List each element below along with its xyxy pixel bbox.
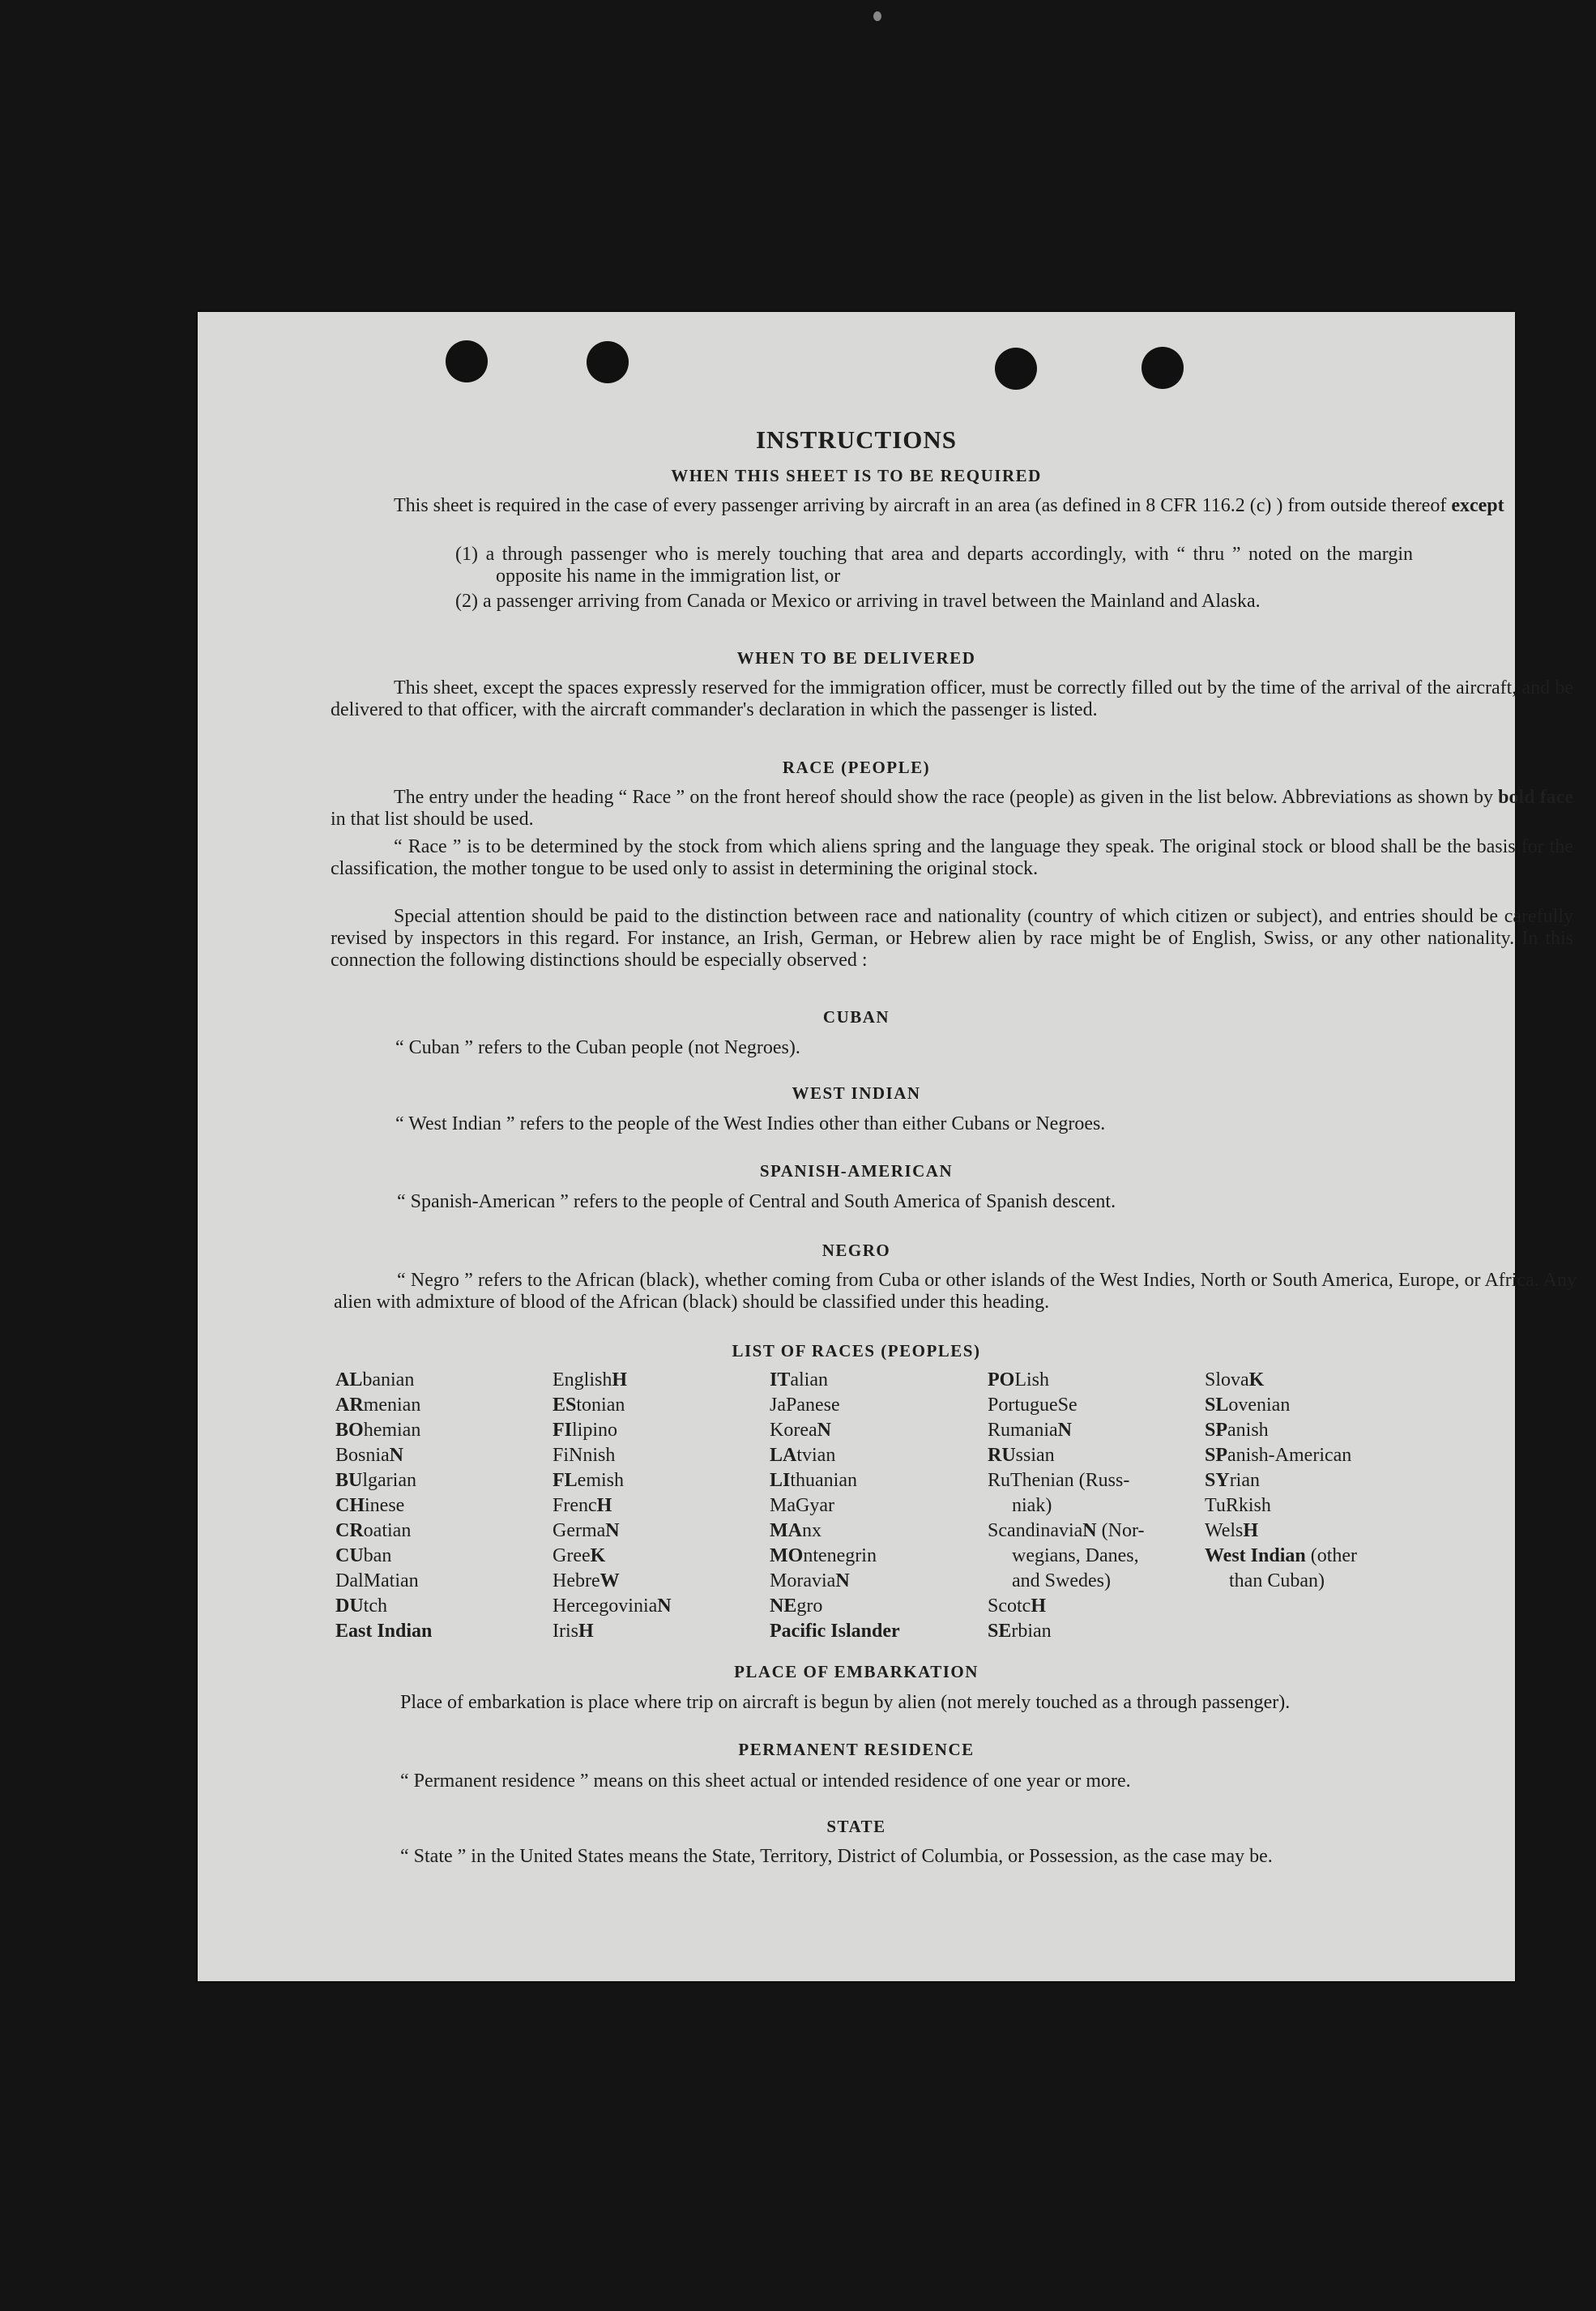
- races-column-1: [335, 1368, 546, 1644]
- race-paragraph-1: The entry under the heading “ Race ” on the front hereof should show the race (people) as given in the list below. Abbreviations as shown by bold face in that list should be used.: [331, 787, 1573, 830]
- residence-paragraph: “ Permanent residence ” means on this sheet actual or intended residence of one year or more.: [400, 1771, 1131, 1792]
- embarkation-paragraph: Place of embarkation is place where trip on aircraft is begun by alien (not merely touched as a through passenger).: [400, 1692, 1291, 1713]
- race-entry: JaPanese: [770, 1395, 840, 1416]
- race-paragraph-3: Special attention should be paid to the distinction between race and nationality (country of which citizen or subject), and entries should be carefully revised by inspectors in this regard. For instance, an Irish, German, or Hebrew alien by race might be of English, Swiss, or any other nationality. In this connection the following distinctions should be especially observed :: [331, 906, 1573, 971]
- race-entry: DUtch: [335, 1595, 387, 1617]
- exception-item-2: (2) a passenger arriving from Canada or Mexico or arriving in travel between the Mainland and Alaska.: [455, 591, 1261, 612]
- race-entry: BUlgarian: [335, 1470, 416, 1491]
- section-heading-cuban: CUBAN: [822, 1007, 890, 1027]
- race-entry: TuRkish: [1205, 1495, 1271, 1516]
- race-entry: RumaniaN: [988, 1420, 1072, 1441]
- race-entry: ScandinaviaN (Nor-: [988, 1520, 1145, 1541]
- race-entry: ITalian: [770, 1369, 828, 1390]
- race-entry: CUban: [335, 1545, 392, 1566]
- exception-item-1: (1) a through passenger who is merely touching that area and departs accordingly, with “ thru ” noted on the margin opposite his name in the immigration list, or: [455, 544, 1413, 587]
- race-entry: BOhemian: [335, 1420, 421, 1441]
- punch-hole: [446, 340, 488, 382]
- race-entry: DalMatian: [335, 1570, 419, 1591]
- race-entry: CRoatian: [335, 1520, 412, 1541]
- punch-hole: [1142, 347, 1184, 389]
- race-entry: ALbanian: [335, 1369, 415, 1390]
- west-indian-paragraph: “ West Indian ” refers to the people of the West Indies other than either Cubans or Negroes.: [395, 1113, 1106, 1134]
- race-entry: niak): [1012, 1495, 1052, 1516]
- race-entry: SLovenian: [1205, 1395, 1291, 1416]
- race-entry: WelsH: [1205, 1520, 1259, 1541]
- negro-paragraph: “ Negro ” refers to the African (black), whether coming from Cuba or other islands of the West Indies, North or South America, Europe, or Africa. Any alien with admixture of blood of the African (black) should be classified under this heading.: [334, 1270, 1577, 1313]
- required-paragraph: This sheet is required in the case of every passenger arriving by aircraft in an area (as defined in 8 CFR 116.2 (c) ) from outside thereof except: [394, 495, 1504, 516]
- race-entry: SlovaK: [1205, 1369, 1265, 1390]
- race-entry: SPanish-American: [1205, 1445, 1352, 1466]
- section-heading-embarkation: PLACE OF EMBARKATION: [734, 1662, 979, 1681]
- section-heading-spanish-american: SPANISH-AMERICAN: [759, 1161, 954, 1181]
- race-paragraph-2: “ Race ” is to be determined by the stock from which aliens spring and the language they speak. The original stock or blood shall be the basis for the classification, the mother tongue to be used only to assist in determining the original stock.: [331, 836, 1573, 879]
- race-entry: MaGyar: [770, 1495, 834, 1516]
- race-entry: HebreW: [553, 1570, 620, 1591]
- section-heading-negro: NEGRO: [821, 1241, 891, 1260]
- race-entry: MoraviaN: [770, 1570, 850, 1591]
- page-title: INSTRUCTIONS: [755, 425, 957, 454]
- race-entry: FIlipino: [553, 1420, 618, 1441]
- delivered-paragraph: This sheet, except the spaces expressly reserved for the immigration officer, must be correctly filled out by the time of the arrival of the aircraft, and be delivered to that officer, with the aircraft commander's declaration in which the passenger is listed.: [331, 677, 1573, 720]
- race-entry: and Swedes): [1012, 1570, 1111, 1591]
- section-heading-required: WHEN THIS SHEET IS TO BE REQUIRED: [671, 466, 1042, 485]
- scan-speck: [873, 11, 881, 21]
- races-column-3: [770, 1368, 980, 1644]
- race-entry: EStonian: [553, 1395, 625, 1416]
- spanish-american-paragraph: “ Spanish-American ” refers to the people of Central and South America of Spanish descent.: [397, 1191, 1116, 1212]
- cuban-paragraph: “ Cuban ” refers to the Cuban people (not Negroes).: [395, 1037, 800, 1058]
- section-heading-residence: PERMANENT RESIDENCE: [738, 1740, 975, 1759]
- section-heading-races: LIST OF RACES (PEOPLES): [732, 1341, 981, 1361]
- race-entry: than Cuban): [1229, 1570, 1325, 1591]
- race-entry: Pacific Islander: [770, 1621, 900, 1642]
- race-entry: PortugueSe: [988, 1395, 1078, 1416]
- section-heading-west-indian: WEST INDIAN: [792, 1083, 921, 1103]
- race-entry: GermaN: [553, 1520, 620, 1541]
- race-entry: SYrian: [1205, 1470, 1260, 1491]
- race-entry: SPanish: [1205, 1420, 1269, 1441]
- race-entry: BosniaN: [335, 1445, 404, 1466]
- race-entry: wegians, Danes,: [1012, 1545, 1139, 1566]
- race-entry: FrencH: [553, 1495, 612, 1516]
- race-entry: RUssian: [988, 1445, 1055, 1466]
- race-entry: NEgro: [770, 1595, 823, 1617]
- race-entry: SErbian: [988, 1621, 1052, 1642]
- races-column-5: [1205, 1368, 1432, 1594]
- punch-hole: [995, 348, 1037, 390]
- race-entry: MAnx: [770, 1520, 821, 1541]
- race-entry: IrisH: [553, 1621, 594, 1642]
- race-entry: RuThenian (Russ-: [988, 1470, 1130, 1491]
- race-entry: ARmenian: [335, 1395, 421, 1416]
- state-paragraph: “ State ” in the United States means the State, Territory, District of Columbia, or Possession, as the case may be.: [400, 1846, 1273, 1867]
- race-entry: FLemish: [553, 1470, 624, 1491]
- race-entry: CHinese: [335, 1495, 405, 1516]
- race-entry: POLish: [988, 1369, 1049, 1390]
- race-entry: East Indian: [335, 1621, 433, 1642]
- race-entry: LIthuanian: [770, 1470, 857, 1491]
- race-entry: GreeK: [553, 1545, 606, 1566]
- race-entry: FiNnish: [553, 1445, 616, 1466]
- races-column-4: [988, 1368, 1198, 1644]
- race-entry: EnglishH: [553, 1369, 628, 1390]
- section-heading-delivered: WHEN TO BE DELIVERED: [736, 648, 976, 668]
- race-entry: HercegoviniaN: [553, 1595, 672, 1617]
- instruction-sheet: [198, 312, 1577, 1981]
- race-entry: MOntenegrin: [770, 1545, 877, 1566]
- races-column-2: [553, 1368, 763, 1644]
- section-heading-state: STATE: [826, 1817, 886, 1836]
- race-entry: KoreaN: [770, 1420, 831, 1441]
- race-entry: ScotcH: [988, 1595, 1046, 1617]
- punch-hole: [587, 341, 629, 383]
- race-entry: West Indian (other: [1205, 1545, 1358, 1566]
- section-heading-race: RACE (PEOPLE): [782, 758, 931, 777]
- race-entry: LAtvian: [770, 1445, 836, 1466]
